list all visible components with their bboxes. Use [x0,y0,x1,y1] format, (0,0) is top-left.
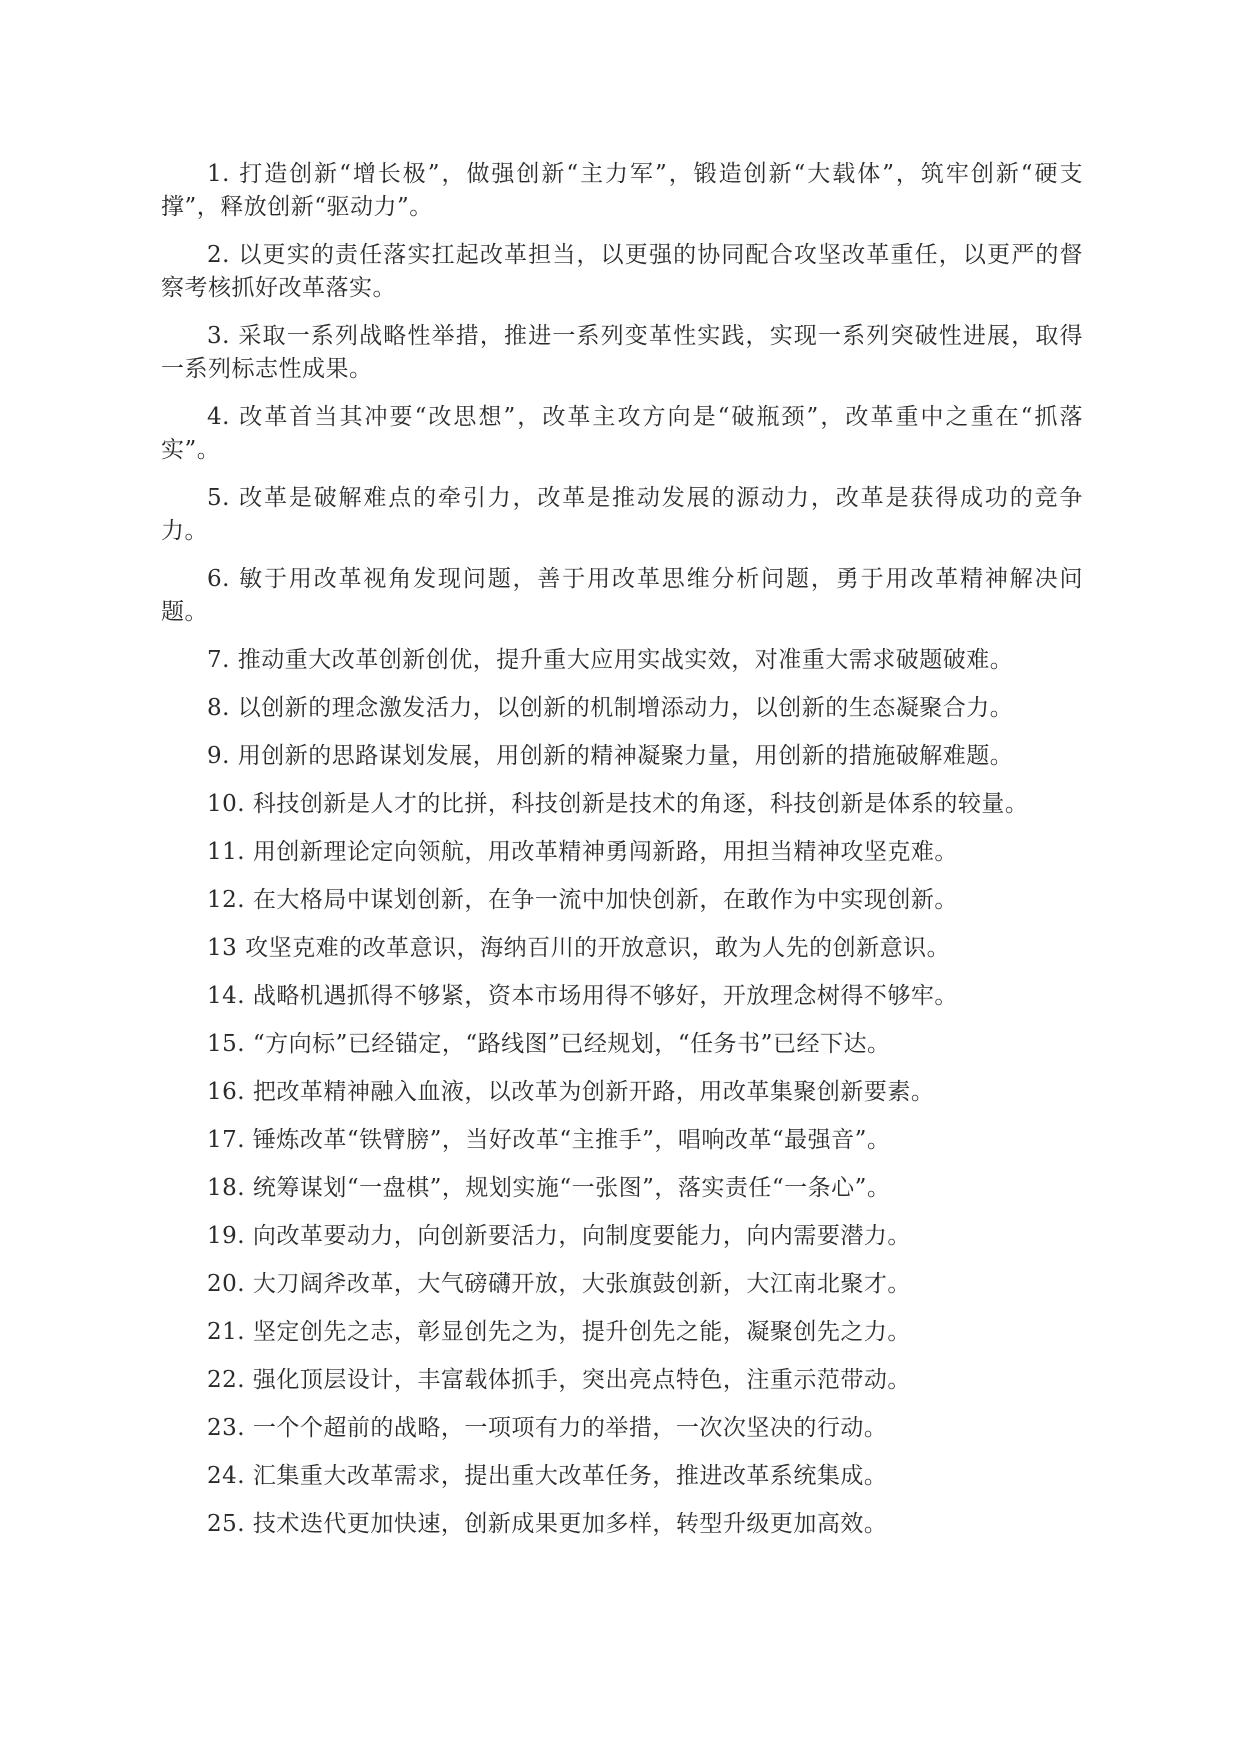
list-item: 2. 以更实的责任落实扛起改革担当，以更强的协同配合攻坚改革重任，以更严的督察考核抓好改革落实。 [161,242,1083,301]
list-item: 3. 采取一系列战略性举措，推进一系列变革性实践，实现一系列突破性进展，取得一系列标志性成果。 [161,323,1083,382]
list-item: 10. 科技创新是人才的比拼，科技创新是技术的角逐，科技创新是体系的较量。 [207,791,1029,817]
list-item: 11. 用创新理论定向领航，用改革精神勇闯新路，用担当精神攻坚克难。 [207,839,958,865]
list-item: 23. 一个个超前的战略，一项项有力的举措，一次次坚决的行动。 [207,1415,888,1441]
list-item: 9. 用创新的思路谋划发展，用创新的精神凝聚力量，用创新的措施破解难题。 [207,743,1014,769]
list-item: 16. 把改革精神融入血液，以改革为创新开路，用改革集聚创新要素。 [207,1079,935,1105]
list-item: 21. 坚定创先之志，彰显创先之为，提升创先之能，凝聚创先之力。 [207,1319,911,1345]
list-item: 5. 改革是破解难点的牵引力，改革是推动发展的源动力，改革是获得成功的竞争力。 [161,485,1083,544]
document-body [161,158,1083,1556]
list-item: 14. 战略机遇抓得不够紧，资本市场用得不够好，开放理念树得不够牢。 [207,983,958,1009]
list-item: 20. 大刀阔斧改革，大气磅礴开放，大张旗鼓创新，大江南北聚才。 [207,1271,911,1297]
list-item: 18. 统筹谋划“一盘棋”，规划实施“一张图”，落实责任“一条心”。 [207,1175,891,1201]
list-item: 17. 锤炼改革“铁臂膀”，当好改革“主推手”，唱响改革“最强音”。 [207,1127,891,1153]
list-item: 6. 敏于用改革视角发现问题，善于用改革思维分析问题，勇于用改革精神解决问题。 [161,566,1083,625]
list-item: 12. 在大格局中谋划创新，在争一流中加快创新，在敢作为中实现创新。 [207,887,958,913]
list-item: 25. 技术迭代更加快速，创新成果更加多样，转型升级更加高效。 [207,1511,888,1537]
list-item: 22. 强化顶层设计，丰富载体抓手，突出亮点特色，注重示范带动。 [207,1367,911,1393]
list-item: 19. 向改革要动力，向创新要活力，向制度要能力，向内需要潜力。 [207,1223,911,1249]
list-item: 15. “方向标”已经锚定，“路线图”已经规划，“任务书”已经下达。 [207,1031,891,1057]
list-item: 1. 打造创新“增长极”，做强创新“主力军”，锻造创新“大载体”，筑牢创新“硬支撑”，释放创新“驱动力”。 [161,161,1083,220]
list-item: 24. 汇集重大改革需求，提出重大改革任务，推进改革系统集成。 [207,1463,888,1489]
list-item: 4. 改革首当其冲要“改思想”，改革主攻方向是“破瓶颈”，改革重中之重在“抓落实”。 [161,404,1083,463]
list-item: 8. 以创新的理念激发活力，以创新的机制增添动力，以创新的生态凝聚合力。 [207,695,1014,721]
list-item: 7. 推动重大改革创新创优，提升重大应用实战实效，对准重大需求破题破难。 [207,647,1014,673]
list-item: 13 攻坚克难的改革意识，海纳百川的开放意识，敢为人先的创新意识。 [207,935,951,961]
